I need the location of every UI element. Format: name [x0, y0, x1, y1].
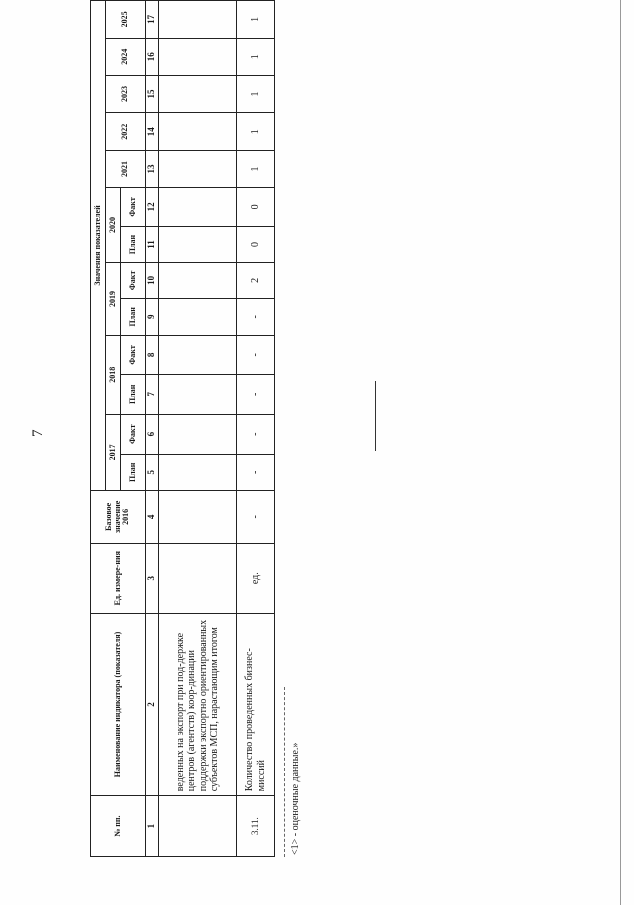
row-value — [159, 335, 237, 374]
col-number: 14 — [146, 113, 159, 151]
row-unit: ед. — [237, 543, 275, 613]
col-number: 2 — [146, 613, 159, 796]
row-value: - — [237, 298, 275, 335]
table-row — [159, 1, 237, 857]
row-value: - — [237, 454, 275, 490]
footnote-text: <1> - оценочные данные.» — [290, 742, 301, 855]
header-year-2018: 2018 — [106, 335, 121, 414]
col-number: 3 — [146, 543, 159, 613]
header-fact-2018: Факт — [121, 335, 146, 374]
col-number: 1 — [146, 796, 159, 857]
row-value — [159, 75, 237, 113]
footnote-separator — [284, 687, 285, 857]
table-row — [237, 1, 275, 857]
row-value — [159, 414, 237, 454]
row-value — [159, 454, 237, 490]
col-number: 9 — [146, 298, 159, 335]
row-value: 1 — [237, 113, 275, 151]
row-unit — [159, 543, 237, 613]
col-number: 16 — [146, 38, 159, 75]
row-value — [159, 187, 237, 226]
header-unit: Ед. измере-ния — [91, 543, 146, 613]
row-base: - — [237, 490, 275, 543]
header-base: Базовое значение 2016 — [91, 490, 146, 543]
scan-edge-line — [620, 0, 621, 905]
header-year-2025: 2025 — [106, 1, 146, 39]
row-value — [159, 263, 237, 298]
row-value: 0 — [237, 226, 275, 262]
header-year-2019: 2019 — [106, 263, 121, 336]
header-year-2023: 2023 — [106, 75, 146, 113]
col-number: 13 — [146, 151, 159, 188]
header-plan-2019: План — [121, 298, 146, 335]
row-num: 3.11. — [237, 796, 275, 857]
header-plan-2018: План — [121, 374, 146, 414]
row-value: 2 — [237, 263, 275, 298]
col-number: 11 — [146, 226, 159, 262]
row-value — [159, 113, 237, 151]
header-fact-2017: Факт — [121, 414, 146, 454]
header-values-group: Значения показателей — [91, 1, 106, 491]
header-name: Наименование индикатора (показателя) — [91, 613, 146, 796]
row-name: веденных на экспорт при под-держке центров (агентств) коор-динации поддержки экспортно ориентированных субъектов МСП, нарастающим итогом — [159, 613, 237, 796]
row-base — [159, 490, 237, 543]
header-plan-2017: План — [121, 454, 146, 490]
row-value: - — [237, 335, 275, 374]
row-value — [159, 226, 237, 262]
indicators-table — [90, 0, 275, 857]
col-number: 4 — [146, 490, 159, 543]
row-name: Количество проведенных бизнес-миссий — [237, 613, 275, 796]
row-value — [159, 374, 237, 414]
row-value: 1 — [237, 38, 275, 75]
row-value — [159, 38, 237, 75]
col-number: 15 — [146, 75, 159, 113]
col-number: 5 — [146, 454, 159, 490]
row-value — [159, 151, 237, 188]
row-value: - — [237, 414, 275, 454]
header-num: № пп. — [91, 796, 146, 857]
row-value — [159, 298, 237, 335]
header-year-2024: 2024 — [106, 38, 146, 75]
header-year-2021: 2021 — [106, 151, 146, 188]
row-value: 1 — [237, 151, 275, 188]
row-value — [159, 1, 237, 39]
row-value: 1 — [237, 1, 275, 39]
row-value: 1 — [237, 75, 275, 113]
vertical-rule — [375, 381, 376, 451]
row-num — [159, 796, 237, 857]
col-number: 6 — [146, 414, 159, 454]
header-year-2022: 2022 — [106, 113, 146, 151]
col-number: 7 — [146, 374, 159, 414]
header-fact-2019: Факт — [121, 263, 146, 298]
header-row-group — [91, 1, 106, 857]
col-number: 12 — [146, 187, 159, 226]
column-numbers-row — [146, 1, 159, 857]
header-fact-2020: Факт — [121, 187, 146, 226]
col-number: 8 — [146, 335, 159, 374]
col-number: 10 — [146, 263, 159, 298]
row-value: - — [237, 374, 275, 414]
row-value: 0 — [237, 187, 275, 226]
header-year-2017: 2017 — [106, 414, 121, 490]
page-number: 7 — [30, 429, 46, 437]
header-plan-2020: План — [121, 226, 146, 262]
col-number: 17 — [146, 1, 159, 39]
header-year-2020: 2020 — [106, 187, 121, 262]
